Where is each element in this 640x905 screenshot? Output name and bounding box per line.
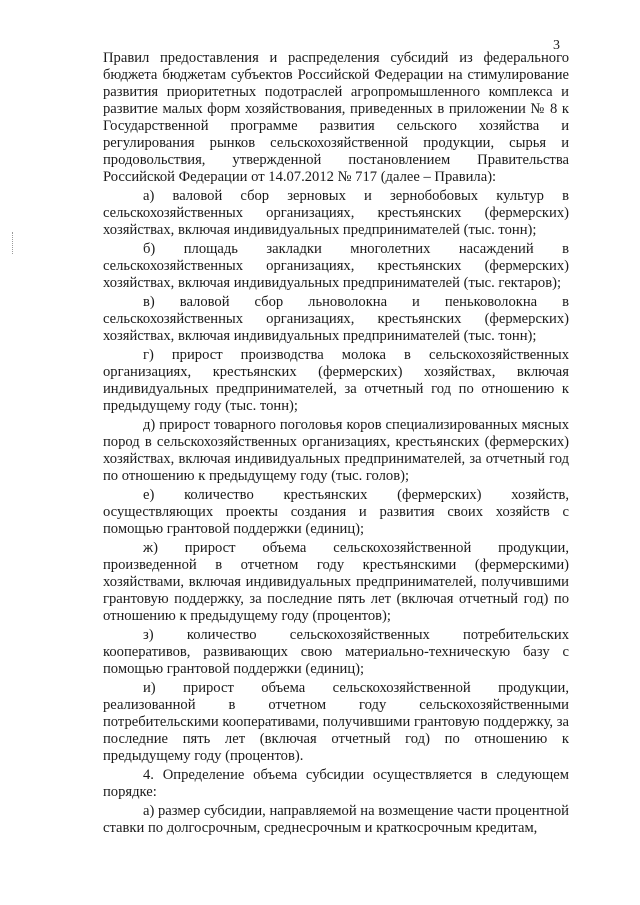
page-number: 3 bbox=[553, 38, 560, 53]
list-item-zh: ж) прирост объема сельскохозяйственной продукции, произведенной в отчетном году крестьянскими (фермерскими) хозяйствами, включая индивидуальных предпринимателей, получившими грантовую поддержку, за последние пять лет (включая отчетный год) по отношению к предыдущему году (процентов); bbox=[103, 540, 569, 624]
list-item-g: г) прирост производства молока в сельскохозяйственных организациях, крестьянских (фермерских) хозяйствах, включая индивидуальных предпринимателей, за отчетный год по отношению к предыдущему году (тыс. тонн); bbox=[103, 347, 569, 414]
list-item-v: в) валовой сбор льноволокна и пеньковолокна в сельскохозяйственных организациях, крестьянских (фермерских) хозяйствах, включая индивидуальных предпринимателей (тыс. тонн); bbox=[103, 294, 569, 344]
document-body bbox=[103, 50, 569, 839]
list-item-a: а) валовой сбор зерновых и зернобобовых культур в сельскохозяйственных организациях, крестьянских (фермерских) хозяйствах, включая индивидуальных предпринимателей (тыс. тонн); bbox=[103, 188, 569, 238]
list-item-z: з) количество сельскохозяйственных потребительских кооперативов, развивающих свою материально-техническую базу с помощью грантовой поддержки (единиц); bbox=[103, 627, 569, 677]
list-item-e: е) количество крестьянских (фермерских) хозяйств, осуществляющих проекты создания и развития своих хозяйств с помощью грантовой поддержки (единиц); bbox=[103, 487, 569, 537]
list-item-b: б) площадь закладки многолетних насаждений в сельскохозяйственных организациях, крестьянских (фермерских) хозяйствах, включая индивидуальных предпринимателей (тыс. гектаров); bbox=[103, 241, 569, 291]
section-4-item-a: а) размер субсидии, направляемой на возмещение части процентной ставки по долгосрочным, среднесрочным и краткосрочным кредитам, bbox=[103, 803, 569, 836]
paragraph-intro: Правил предоставления и распределения субсидий из федерального бюджета бюджетам субъектов Российской Федерации на стимулирование развития приоритетных подотраслей агропромышленного комплекса и развитие малых форм хозяйствования, приведенных в приложении № 8 к Государственной программе развития сельского хозяйства и регулирования рынков сельскохозяйственной продукции, сырья и продовольствия, утвержденной постановлением Правительства Российской Федерации от 14.07.2012 № 717 (далее – Правила): bbox=[103, 50, 569, 185]
margin-scan-mark bbox=[12, 232, 15, 254]
section-4-heading: 4. Определение объема субсидии осуществляется в следующем порядке: bbox=[103, 767, 569, 800]
list-item-i: и) прирост объема сельскохозяйственной продукции, реализованной в отчетном году сельскохозяйственными потребительскими кооперативами, получившими грантовую поддержку, за последние пять лет (включая отчетный год) по отношению к предыдущему году (процентов). bbox=[103, 680, 569, 764]
list-item-d: д) прирост товарного поголовья коров специализированных мясных пород в сельскохозяйственных организациях, крестьянских (фермерских) хозяйствах, включая индивидуальных предпринимателей, за отчетный год по отношению к предыдущему году (тыс. голов); bbox=[103, 417, 569, 484]
